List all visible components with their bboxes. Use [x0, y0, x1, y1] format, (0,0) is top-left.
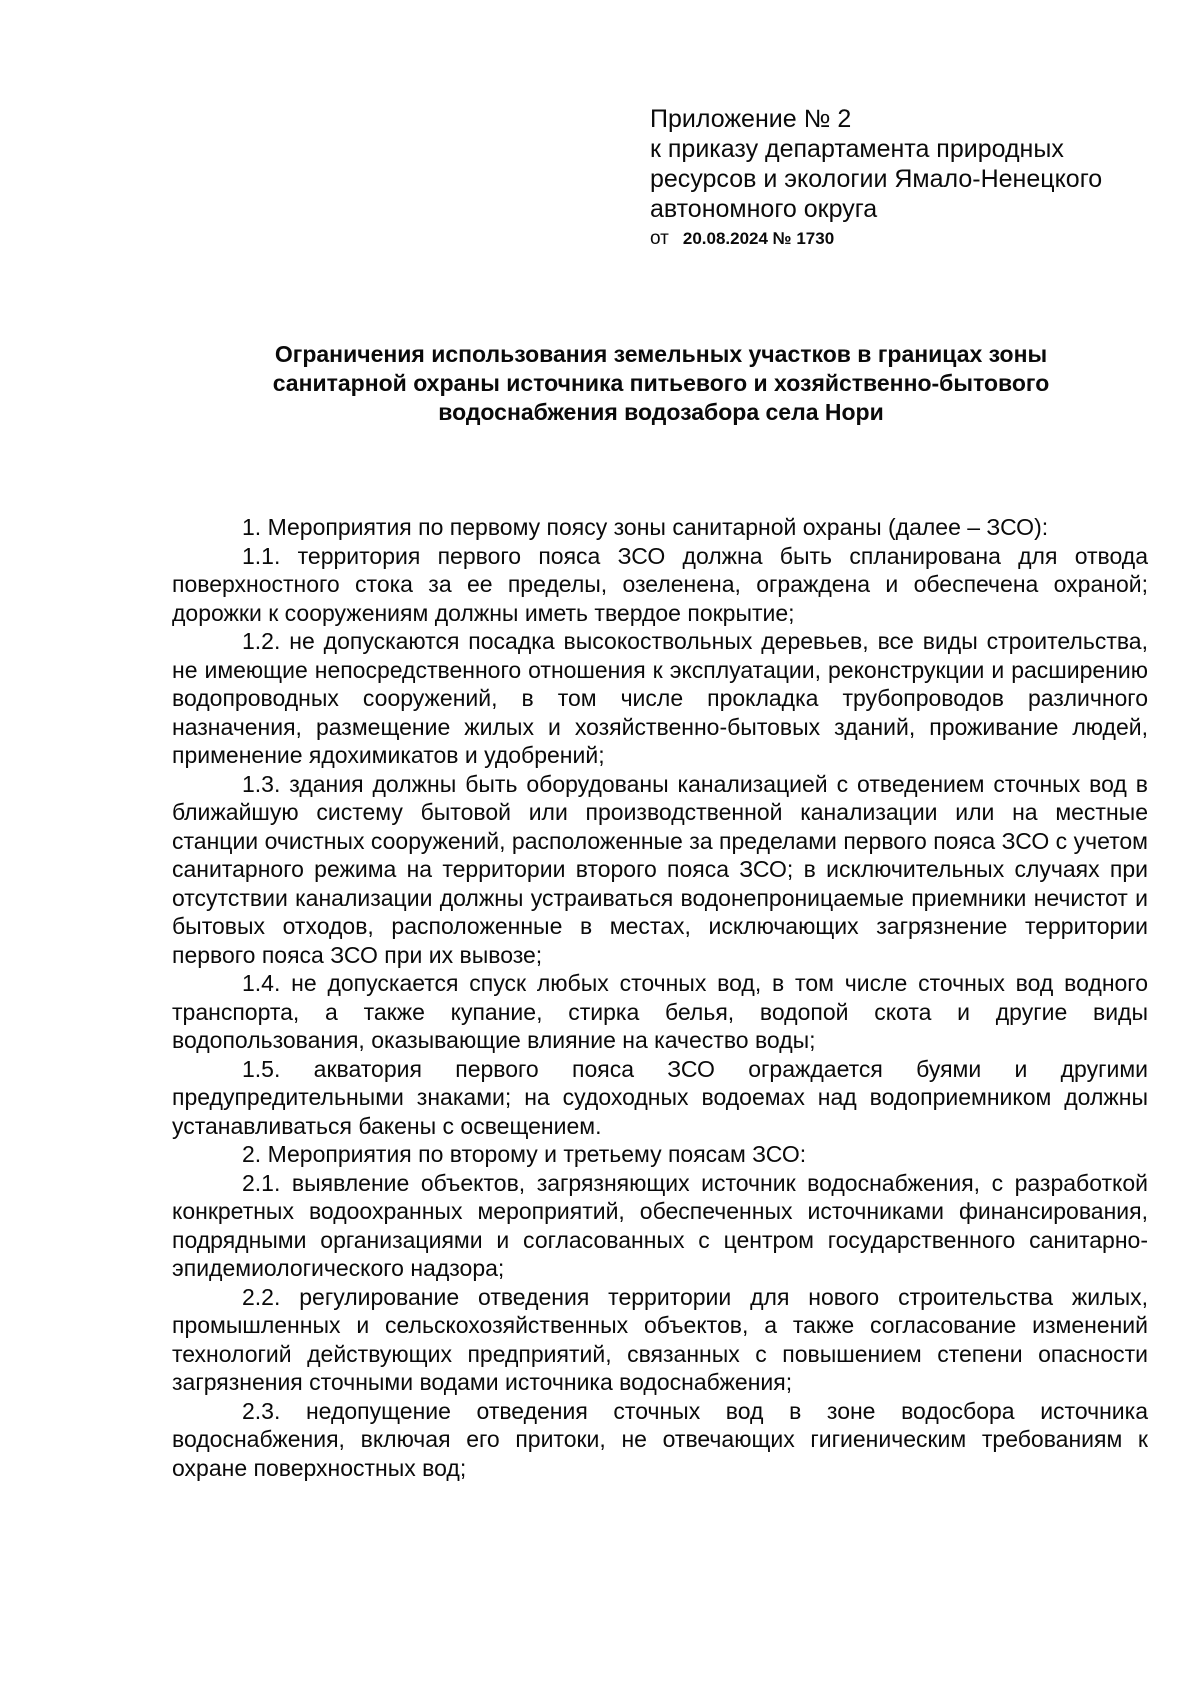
- date-prefix: от: [650, 228, 669, 249]
- title-line-3: водоснабжения водозабора села Нори: [438, 399, 884, 425]
- paragraph-1-5: 1.5. акватория первого пояса ЗСО ограждается буями и другими предупредительными знаками; на судоходных водоемах над водоприемником должны устанавливаться бакены с освещением.: [172, 1055, 1148, 1139]
- document-body: [172, 513, 1148, 1482]
- paragraph-1-3: 1.3. здания должны быть оборудованы канализацией с отведением сточных вод в ближайшую систему бытовой или производственной канализации или на местные станции очистных сооружений, расположенные за пределами первого пояса ЗСО с учетом санитарного режима на территории второго пояса ЗСО; в исключительных случаях при отсутствии канализации должны устраиваться водонепроницаемые приемники нечистот и бытовых отходов, расположенные в местах, исключающих загрязнение территории первого пояса ЗСО при их вывозе;: [172, 770, 1148, 968]
- order-date-line: [650, 226, 1170, 252]
- paragraph-2: 2. Мероприятия по второму и третьему поясам ЗСО:: [242, 1141, 807, 1167]
- paragraph-1: 1. Мероприятия по первому поясу зоны санитарной охраны (далее – ЗСО):: [242, 514, 1049, 540]
- paragraph-2-1: 2.1. выявление объектов, загрязняющих источник водоснабжения, с разработкой конкретных водоохранных мероприятий, обеспеченных источниками финансирования, подрядными организациями и согласованных с центром государственного санитарно-эпидемиологического надзора;: [172, 1169, 1148, 1281]
- title-line-2: санитарной охраны источника питьевого и хозяйственно-бытового: [272, 370, 1050, 396]
- appendix-order-line: к приказу департамента природных: [650, 135, 1064, 163]
- paragraph-1-2: 1.2. не допускаются посадка высокоствольных деревьев, все виды строительства, не имеющие непосредственного отношения к эксплуатации, реконструкции и расширению водопроводных сооружений, в том числе прокладка трубопроводов различного назначения, размещение жилых и хозяйственно-бытовых зданий, проживание людей, применение ядохимикатов и удобрений;: [172, 628, 1148, 768]
- paragraph-2-2: 2.2. регулирование отведения территории для нового строительства жилых, промышленных и сельскохозяйственных объектов, а также согласование изменений технологий действующих предприятий, связанных с повышением степени опасности загрязнения сточными водами источника водоснабжения;: [172, 1283, 1148, 1395]
- document-title: [170, 340, 1152, 427]
- paragraph-2-3: 2.3. недопущение отведения сточных вод в зоне водосбора источника водоснабжения, включая его притоки, не отвечающих гигиеническим требованиям к охране поверхностных вод;: [172, 1397, 1148, 1481]
- appendix-number: Приложение № 2: [650, 105, 852, 133]
- appendix-department-line: ресурсов и экологии Ямало-Ненецкого: [650, 165, 1103, 193]
- appendix-region-line: автономного округа: [650, 195, 878, 223]
- appendix-header: [650, 104, 1170, 252]
- order-date-number: 20.08.2024 № 1730: [682, 229, 835, 248]
- title-line-1: Ограничения использования земельных участков в границах зоны: [274, 341, 1048, 367]
- paragraph-1-1: 1.1. территория первого пояса ЗСО должна быть спланирована для отвода поверхностного стока за ее пределы, озеленена, ограждена и обеспечена охраной; дорожки к сооружениям должны иметь твердое покрытие;: [172, 542, 1148, 626]
- paragraph-1-4: 1.4. не допускается спуск любых сточных вод, в том числе сточных вод водного транспорта, а также купание, стирка белья, водопой скота и другие виды водопользования, оказывающие влияние на качество воды;: [172, 970, 1148, 1053]
